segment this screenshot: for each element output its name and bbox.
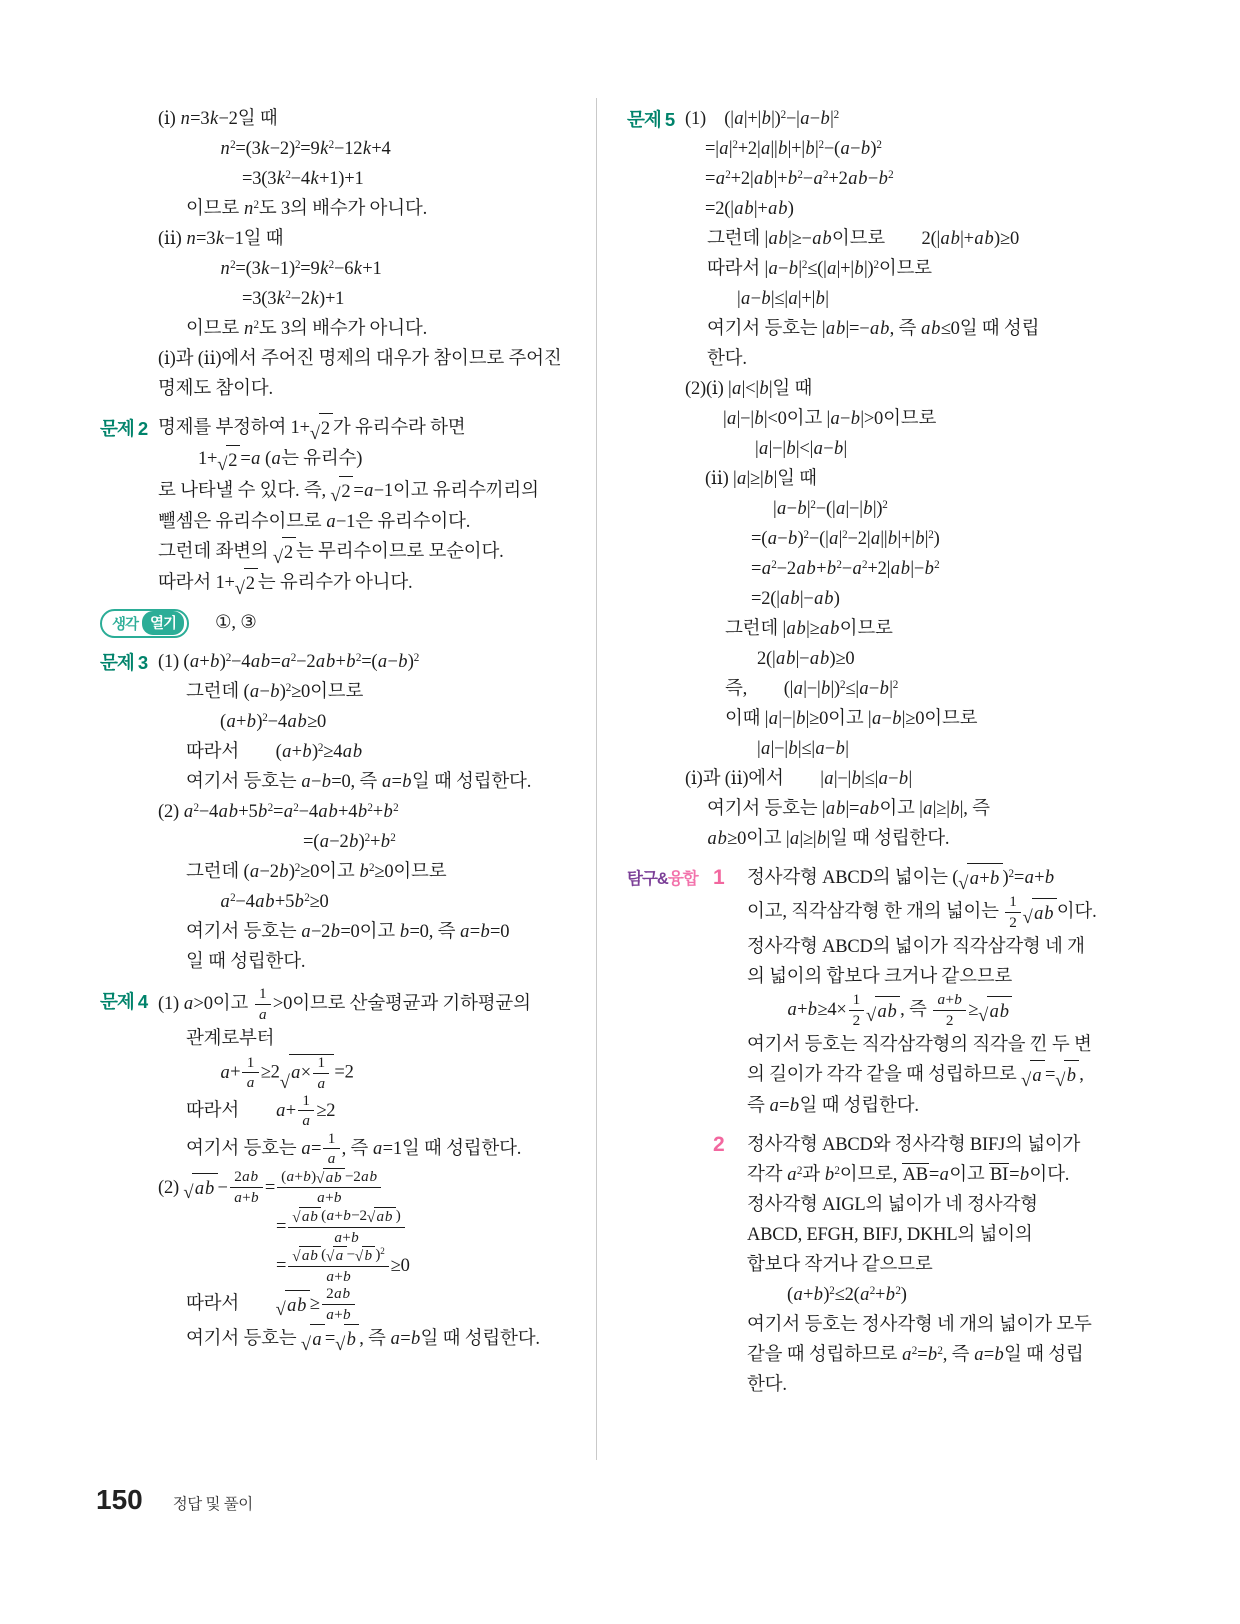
solution-line: 같을 때 성립하므로 $a^2=b^2$, 즉 a=b일 때 성립 <box>747 1345 1084 1366</box>
solution-line: 의 넓이의 합보다 크거나 같으므로 <box>747 967 1013 988</box>
block-label <box>627 1130 713 1131</box>
page-footer <box>96 1484 253 1516</box>
square-root: √ ab <box>292 1246 321 1264</box>
solution-line: 관계로부터 <box>186 1029 275 1050</box>
solution-line: 1+ √ 2 =a (a는 유리수) <box>158 444 562 475</box>
ampersand: & <box>656 870 668 888</box>
solution-line: $n^2=(3k-2)^2=9k^2-12k+4$ <box>220 138 391 159</box>
solution-line: 따라서 a+ $\frac{1}{a}$ ≥2 <box>186 1092 336 1130</box>
problem-label: 문제 3 <box>100 652 148 674</box>
column-divider <box>596 98 597 1460</box>
solution-line: 이므로 $n^2$도 3의 배수가 아니다. <box>186 318 427 339</box>
item-number: 1 <box>713 866 725 889</box>
square-root: √ ab <box>1023 898 1057 929</box>
square-root: √ 2 <box>217 445 240 476</box>
square-root: √ b <box>335 1324 359 1355</box>
badge-label-open: 열기 <box>142 611 184 635</box>
solution-line: 뺄셈은 유리수이므로 a−1은 유리수이다. <box>158 511 471 532</box>
solution-line: $=(a-b)^2-(|a|^2-2|a||b|+|b|^2)$ <box>751 528 940 549</box>
solution-line: |a|−|b|≤|a−b| <box>757 739 849 759</box>
solution-block <box>627 863 1109 1121</box>
solution-line: 따라서 $(a+b)^2\ge 4ab$ <box>186 742 362 763</box>
solution-line: |a|−|b|<|a−b| <box>755 439 848 459</box>
square-root: √ 2 <box>273 537 296 568</box>
solution-block <box>627 104 1109 854</box>
solution-line: (2) √ ab − $\frac{2ab}{a+b}$ = (a+b) √ ab −2ab a+b <box>158 1169 562 1208</box>
solution-line: $=a^2-2ab+b^2-a^2+2|ab|-b^2$ <box>751 558 940 579</box>
solution-line: $=|a|^2+2|a||b|+|b|^2-(a-b)^2$ <box>705 138 882 159</box>
solution-block <box>627 1130 1109 1400</box>
solution-line: 그런데 |ab|≥ab이므로 <box>725 619 893 639</box>
solution-line: 따라서 $|a-b|^2\le(|a|+|b|)^2$이므로 <box>707 258 932 279</box>
square-root: √ ab <box>276 1290 310 1321</box>
solution-line: $=(a-2b)^2+b^2$ <box>303 832 396 853</box>
solution-line: 여기서 등호는 |ab|=−ab, 즉 ab≤0일 때 성립 <box>707 319 1040 339</box>
block-body <box>747 863 1109 1121</box>
fraction: $\frac{2ab}{a+b}$ <box>322 1285 355 1323</box>
fraction: √ ab (a+b−2 √ ab ) a+b <box>288 1207 404 1246</box>
fraction: $\frac{1}{a}$ <box>242 1054 258 1092</box>
square-root: √ a <box>301 1324 325 1355</box>
solution-line: $=a^2+2|ab|+b^2-a^2+2ab-b^2$ <box>705 168 894 189</box>
fraction: $\frac{a+b}{2}$ <box>933 991 966 1029</box>
block-label <box>100 104 158 105</box>
solution-line: 정사각형 ABCD의 넓이는 ( √ a+b )$^2$=a+b <box>747 863 1109 894</box>
square-root: √ ab <box>292 1207 321 1225</box>
solution-line: (ⅰ) n=3k−2일 때 <box>158 109 278 129</box>
fraction: $\frac{1}{a}$ <box>323 1130 339 1168</box>
square-root: √ a+b <box>958 863 1002 894</box>
square-root: √ a× $\frac{1}{a}$ <box>280 1054 335 1093</box>
solution-line: $a^2-4ab+5b^2\ge 0$ <box>220 892 329 913</box>
fraction: $\frac{1}{2}$ <box>1005 893 1020 931</box>
right-column <box>627 104 1109 1409</box>
answer-text: ①, ③ <box>215 613 257 634</box>
block-body <box>158 986 562 1355</box>
problem-label: 문제 2 <box>100 418 148 439</box>
solution-block <box>100 647 562 977</box>
solution-line: 명제도 참이다. <box>158 379 273 399</box>
fraction: (a+b) √ ab −2ab a+b <box>277 1168 381 1207</box>
solution-line: $=3(3k^2-4k+1)+1$ <box>242 168 364 189</box>
solution-line: 명제를 부정하여 1+ √ 2 가 유리수라 하면 <box>158 413 562 444</box>
block-body <box>685 104 1109 854</box>
solution-line: 2(|ab|−ab)≥0 <box>757 649 855 669</box>
solution-line: 그런데 $(a-b)^2\ge 0$이므로 <box>186 682 364 703</box>
solution-block <box>100 413 562 599</box>
block-body <box>158 104 562 404</box>
square-root: √ b <box>355 1246 376 1264</box>
block-label <box>100 647 158 680</box>
solution-line: 정사각형 AIGL의 넓이가 네 정사각형 <box>747 1195 1038 1216</box>
problem-label: 문제 4 <box>100 991 148 1013</box>
square-root: √ ab <box>978 996 1012 1027</box>
solution-block <box>100 104 562 404</box>
solution-line: 즉 a=b일 때 성립한다. <box>747 1096 919 1117</box>
block-label <box>100 986 158 1019</box>
solution-line: $=3(3k^2-2k)+1$ <box>242 288 345 309</box>
solution-block <box>100 608 562 638</box>
solution-line: (2)(ⅰ) |a|<|b|일 때 <box>685 379 813 399</box>
solution-line: 즉, $(|a|-|b|)^2\le|a-b|^2$ <box>725 678 899 699</box>
fraction: $\frac{2ab}{a+b}$ <box>230 1168 263 1206</box>
block-body <box>747 1130 1109 1400</box>
item-number: 2 <box>713 1133 725 1157</box>
segment-overline: AB <box>902 1165 928 1186</box>
solution-line: (ⅱ) |a|≥|b|일 때 <box>705 469 817 489</box>
solution-line: 여기서 등호는 직각삼각형의 직각을 낀 두 변 <box>747 1035 1092 1055</box>
block-label <box>627 104 685 137</box>
solution-line: 이므로 $n^2$도 3의 배수가 아니다. <box>186 198 427 219</box>
solution-line: 각각 $a^2$과 $b^2$이므로, AB=a이고 BI=b이다. <box>747 1165 1070 1186</box>
square-root: √ a <box>1021 1060 1045 1091</box>
solution-line: 그런데 $(a-2b)^2\ge 0$이고 $b^2\ge 0$이므로 <box>186 862 447 883</box>
square-root: √ ab <box>367 1207 396 1225</box>
solution-line: 여기서 등호는 a−b=0, 즉 a=b일 때 성립한다. <box>186 772 532 793</box>
solution-line: (ⅰ)과 (ⅱ)에서 주어진 명제의 대우가 참이므로 주어진 <box>158 349 562 369</box>
fraction: √ ab ( √ a − √ b )$^2$ a+b <box>288 1246 388 1285</box>
yunghap-label: 융합 <box>667 870 698 888</box>
block-body <box>158 647 562 977</box>
solution-line: 따라서 √ ab ≥ $\frac{2ab}{a+b}$ <box>158 1286 562 1324</box>
solution-line: 로 나타낼 수 있다. 즉, √ 2 =a−1이고 유리수끼리의 <box>158 476 562 507</box>
solution-line: 그런데 |ab|≥−ab이므로 2(|ab|+ab)≥0 <box>707 229 1020 249</box>
square-root: √ b <box>1055 1060 1079 1091</box>
solution-line: 여기서 등호는 정사각형 네 개의 넓이가 모두 <box>747 1315 1092 1336</box>
solution-line: $(a+b)^2\le 2(a^2+b^2)$ <box>787 1285 907 1306</box>
solution-line: = √ ab (a+b−2 √ ab ) a+b <box>158 1208 562 1247</box>
block-label <box>627 863 713 895</box>
solution-line: 정사각형 ABCD와 정사각형 BIFJ의 넓이가 <box>747 1135 1081 1156</box>
solution-line: 정사각형 ABCD의 넓이가 직각삼각형 네 개 <box>747 937 1085 958</box>
block-label <box>100 413 158 446</box>
solution-line: (2) $a^2-4ab+5b^2=a^2-4ab+4b^2+b^2$ <box>158 802 399 823</box>
solution-line: $|a-b|^2-(|a|-|b|)^2$ <box>773 498 888 519</box>
square-root: √ 2 <box>310 413 333 444</box>
solution-line: 그런데 좌변의 √ 2 는 무리수이므로 모순이다. <box>158 537 562 568</box>
solution-line: ABCD, EFGH, BIFJ, DKHL의 넓이의 <box>747 1225 1033 1246</box>
solution-line: =2(|ab|+ab) <box>705 199 794 219</box>
solution-line: =2(|ab|−ab) <box>751 589 840 609</box>
solution-line: 여기서 등호는 |ab|=ab이고 |a|≥|b|, 즉 <box>707 799 990 819</box>
solution-line: $(a+b)^2-4ab\ge 0$ <box>220 712 327 733</box>
solution-line: |a|−|b|<0이고 |a−b|>0이므로 <box>723 409 937 429</box>
segment-overline: BI <box>990 1165 1009 1186</box>
solution-line: = √ ab ( √ a − √ b )$^2$ a+b ≥0 <box>276 1246 410 1285</box>
page-number: 150 <box>96 1484 143 1515</box>
solution-line: 여기서 등호는 √ a = √ b , 즉 a=b일 때 성립한다. <box>158 1324 562 1355</box>
solution-line: 한다. <box>747 1375 787 1396</box>
fraction: $\frac{1}{a}$ <box>313 1054 329 1092</box>
solution-line: 여기서 등호는 a= $\frac{1}{a}$ , 즉 a=1일 때 성립한다. <box>186 1129 522 1168</box>
solution-line: 여기서 등호는 a−2b=0이고 b=0, 즉 a=b=0 <box>186 922 510 943</box>
badge-label-think: 생각 <box>112 616 139 633</box>
square-root: √ ab <box>866 996 900 1027</box>
solution-block <box>100 986 562 1355</box>
square-root: √ ab <box>316 1168 345 1186</box>
problem-label: 문제 5 <box>627 109 675 130</box>
solution-line: 일 때 성립한다. <box>186 952 306 973</box>
left-column <box>100 104 562 1364</box>
footer-label: 정답 및 풀이 <box>172 1496 253 1513</box>
solution-line: |a−b|≤|a|+|b| <box>737 289 829 309</box>
tamgu-label: 탐구 <box>627 870 657 888</box>
solution-line: (ⅰ)과 (ⅱ)에서 |a|−|b|≤|a−b| <box>685 769 912 789</box>
solution-line: 이고, 직각삼각형 한 개의 넓이는 $\frac{1}{2}$ √ ab 이다. <box>747 893 1097 931</box>
solution-line: $n^2=(3k-1)^2=9k^2-6k+1$ <box>220 258 382 279</box>
fraction: $\frac{1}{a}$ <box>255 985 271 1023</box>
fraction: $\frac{1}{a}$ <box>298 1092 314 1130</box>
block-body <box>158 413 562 599</box>
square-root: √ 2 <box>235 568 258 599</box>
solution-line: (ⅱ) n=3k−1일 때 <box>158 229 284 249</box>
think-open-badge <box>100 609 189 638</box>
solution-line: 따라서 1+ √ 2 는 유리수가 아니다. <box>158 568 562 599</box>
solution-line: 합보다 작거나 같으므로 <box>747 1255 933 1276</box>
solution-line: a+ $\frac{1}{a}$ ≥2 √ a× $\frac{1}{a}$ =2 <box>220 1053 354 1093</box>
solution-line: (1) $(|a|+|b|)^2-|a-b|^2$ <box>685 108 839 129</box>
fraction: $\frac{1}{2}$ <box>849 991 864 1029</box>
solution-line: a+b≥4× $\frac{1}{2}$ √ ab , 즉 $\frac{a+b}{2}$ ≥ √ ab <box>747 992 1109 1030</box>
solution-line: 한다. <box>707 349 747 369</box>
solution-line: 의 길이가 각각 같을 때 성립하므로 √ a = √ b , <box>747 1060 1109 1091</box>
square-root: √ ab <box>183 1173 217 1204</box>
square-root: √ a <box>326 1246 347 1264</box>
solution-line: (1) a>0이고 $\frac{1}{a}$ >0이므로 산술평균과 기하평균의 <box>158 985 531 1023</box>
square-root: √ 2 <box>330 476 353 507</box>
solution-line: 이때 |a|−|b|≥0이고 |a−b|≥0이므로 <box>725 709 978 729</box>
solution-line: ab≥0이고 |a|≥|b|일 때 성립한다. <box>707 829 950 849</box>
solution-line: (1) $(a+b)^2-4ab=a^2-2ab+b^2=(a-b)^2$ <box>158 652 420 673</box>
